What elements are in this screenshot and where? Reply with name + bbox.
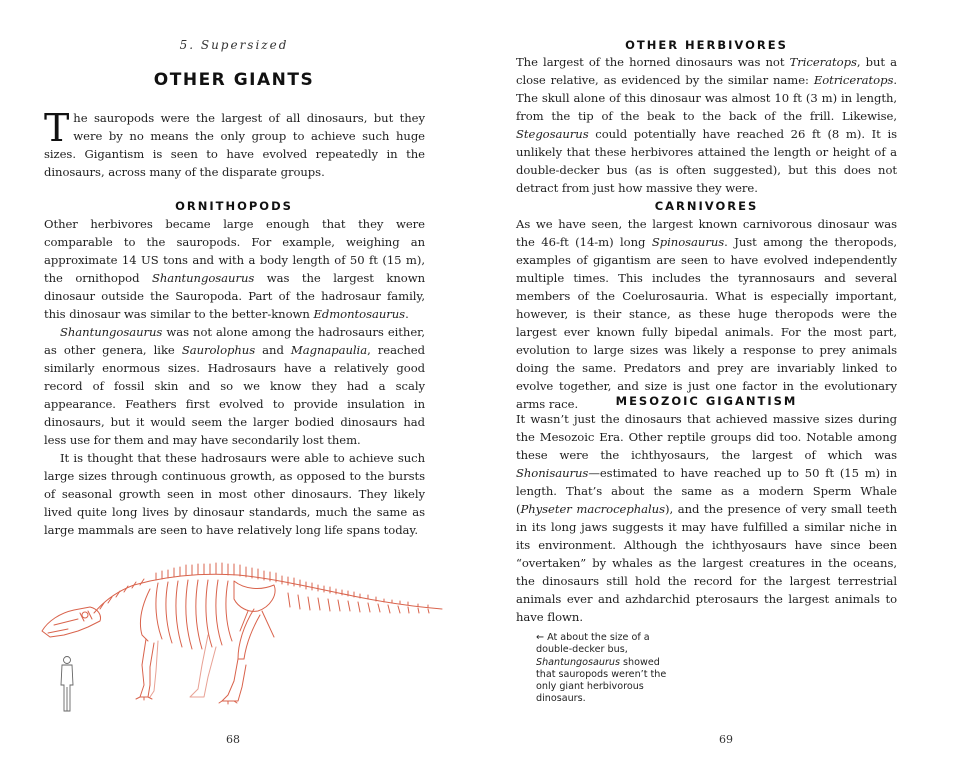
other-herbivores-paragraph: The largest of the horned dinosaurs was not Triceratops, but a close relative, as evidenced by the similar name: Eotriceratops. The skull alone of this dinosaur was almost 10 ft (3 m) in length, from the tip of the beak to the back of the frill. Likewise, Stegosaurus could potentially have reached 26 ft (8 m). It is unlikely that these herbivores attained the length or height of a double-decker bus (as is often suggested), but this does not detract from just how massive they were. (516, 55, 898, 195)
dropcap: T (44, 106, 70, 150)
shantungosaurus-skeleton-illustration (38, 555, 443, 715)
ornithopods-paragraph-1: Other herbivores became large enough that they were comparable to the sauropods. For example, weighing an approximate 14 US tons and with a body length of 50 ft (15 m), the ornithopod Shantungosaurus was the largest known dinosaur outside the Sauropoda. Part of the hadrosaur family, this dinosaur was similar to the better-known Edmontosaurus. (44, 217, 425, 321)
carnivores-paragraph: As we have seen, the largest known carnivorous dinosaur was the 46-ft (14-m) long Spinosaurus. Just among the theropods, examples of gigantism are seen to have evolved independently multiple times. This includes the tyrannosaurs and several members of the Coelurosauria. What is especially important, however, is their stance, as these huge theropods were the largest ever known fully bipedal animals. For the most part, evolution to large sizes was likely a response to prey animals doing the same. Predators and prey are invariably linked to evolve together, and size is just one factor in the evolutionary arms race. (516, 217, 897, 411)
intro-text: he sauropods were the largest of all dinosaurs, but they were by no means the only group to achieve such huge sizes. Gigantism is seen to have evolved repeatedly in the dinosaurs, across many of the disparate groups. (44, 111, 425, 179)
mesozoic-body (516, 410, 897, 626)
subhead-ornithopods: ORNITHOPODS (175, 199, 293, 213)
figure-caption: ← At about the size of a double-decker bus, Shantungosaurus showed that sauropods weren’t the only giant herbivorous dinosaurs. (536, 632, 667, 705)
ornithopods-paragraph-3: It is thought that these hadrosaurs were able to achieve such large sizes through continuous growth, as opposed to the bursts of seasonal growth seen in most other dinosaurs. They likely lived quite long lives by dinosaur standards, much the same as large mammals are seen to have relatively long life spans today. (44, 451, 425, 537)
subhead-mesozoic-gigantism: MESOZOIC GIGANTISM (615, 394, 798, 408)
section-title: OTHER GIANTS (153, 70, 315, 90)
carnivores-body (516, 215, 897, 413)
human-scale-silhouette (56, 655, 78, 713)
page-number: 68 (226, 733, 240, 746)
subhead-carnivores: CARNIVORES (654, 199, 759, 213)
running-head: 5. Supersized (179, 38, 289, 52)
intro-paragraph (44, 106, 425, 181)
mesozoic-paragraph: It wasn’t just the dinosaurs that achieved massive sizes during the Mesozoic Era. Other reptile groups did too. Notable among these were the ichthyosaurs, the largest of which was Shonisaurus—estimated to have reached up to 50 ft (15 m) in length. That’s about the same as a modern Sperm Whale (Physeter macrocephalus), and the presence of very small teeth in its long jaws suggests it may have fulfilled a similar niche in its environment. Although the ichthyosaurs have since been “overtaken” by whales as the largest creatures in the oceans, the dinosaurs still hold the record for the largest terrestrial animals ever and azhdarchid pterosaurs the largest animals to have flown. (516, 412, 897, 624)
arrow-left-icon: ← (536, 632, 545, 643)
right-page (480, 0, 960, 768)
subhead-other-herbivores: OTHER HERBIVORES (625, 38, 788, 52)
other-herbivores-body (516, 53, 897, 197)
ornithopods-body (44, 215, 425, 539)
ornithopods-paragraph-2: Shantungosaurus was not alone among the hadrosaurs either, as other genera, like Saurolophus and Magnapaulia, reached similarly enormous sizes. Hadrosaurs have a relatively good record of fossil skin and so we know they had a scaly appearance. Feathers first evolved to provide insulation in dinosaurs, but it would seem the larger bodied dinosaurs had less use for them and may have secondarily lost them. (44, 325, 425, 447)
page-number: 69 (719, 733, 733, 746)
